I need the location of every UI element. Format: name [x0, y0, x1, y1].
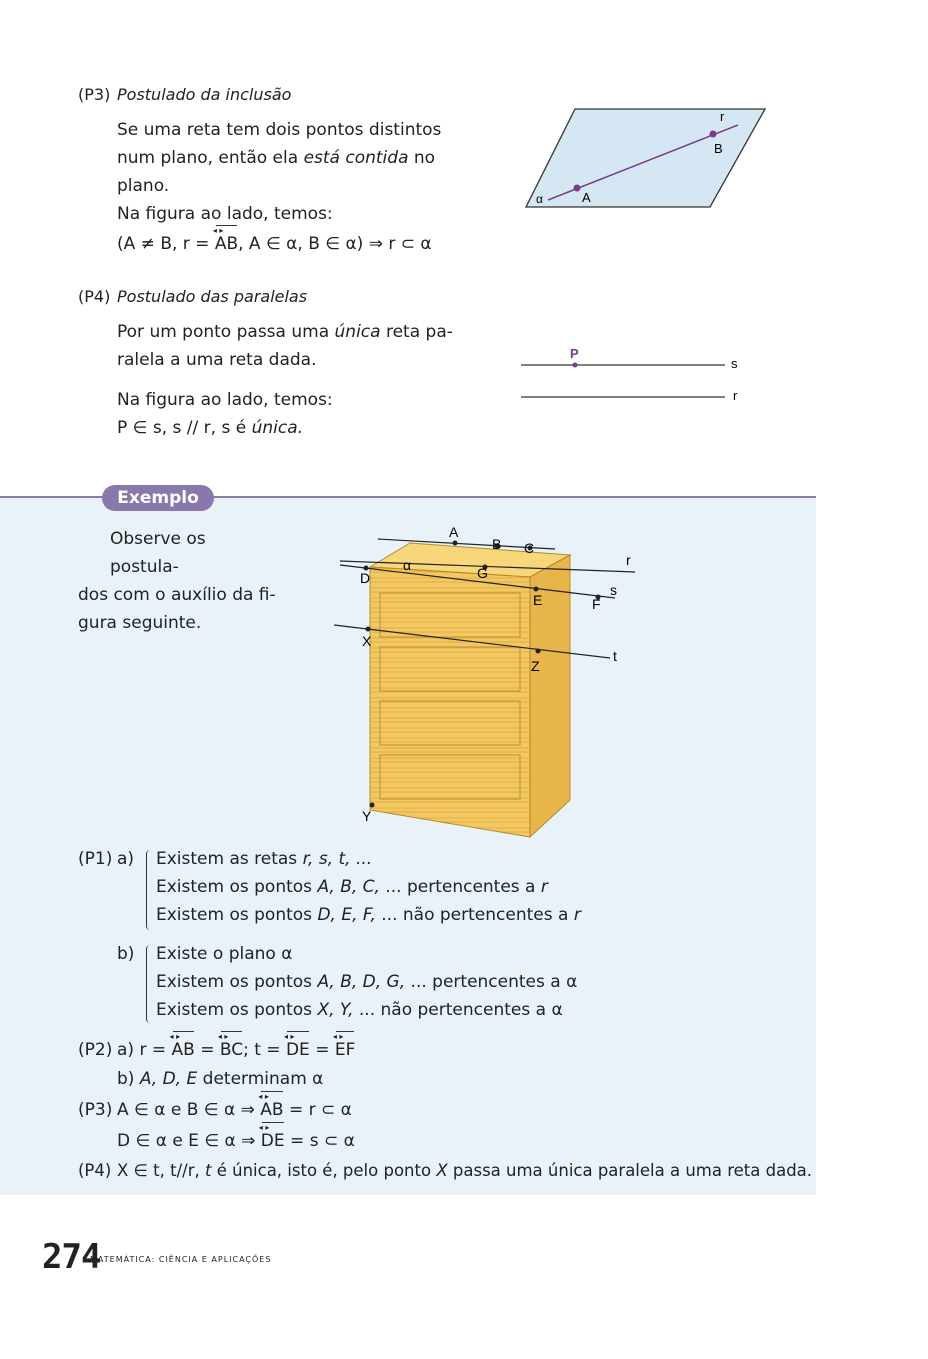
p1-b-label: b)	[117, 944, 135, 964]
fig-label-s: s	[610, 582, 617, 598]
point-p	[573, 363, 578, 368]
p4-label: (P4)	[78, 287, 111, 306]
plane-alpha	[526, 109, 765, 207]
p1-label: (P1)	[78, 849, 113, 869]
p3-line4: Na figura ao lado, temos:	[117, 204, 333, 224]
fig-point-y	[370, 803, 375, 808]
fig-label-d: D	[360, 570, 371, 586]
label-s: s	[731, 356, 738, 371]
fig-label-r: r	[626, 552, 631, 568]
fig-label-x: X	[362, 633, 372, 649]
p3-title: Postulado da inclusão	[117, 85, 292, 104]
intro-line2: dos com o auxílio da fi-	[78, 585, 276, 605]
label-r-parallel: r	[733, 388, 738, 403]
p4-line2: ralela a uma reta dada.	[117, 350, 317, 370]
p3-line2: num plano, então ela está contida no	[117, 148, 436, 168]
p1-a-list	[156, 845, 581, 929]
fig-point-a	[453, 541, 458, 546]
p2-label: (P2)	[78, 1040, 113, 1060]
cabinet-front	[370, 567, 530, 837]
p1-b-brace	[146, 945, 153, 1023]
p1-a-label: a)	[117, 849, 135, 869]
p1-b-list	[156, 940, 577, 1024]
fig-label-a: A	[449, 525, 459, 540]
page-number: 274	[42, 1237, 101, 1277]
p3-line1: Se uma reta tem dois pontos distintos	[117, 120, 442, 140]
p4ex-label: (P4)	[78, 1161, 112, 1180]
fig-label-g: G	[477, 565, 488, 581]
label-p: P	[570, 346, 579, 361]
p4-line3: Na figura ao lado, temos:	[117, 390, 333, 410]
p3-paragraph	[117, 116, 441, 258]
p2-a: a) r = AB ◂ ▸ = BC ◂ ▸; t = DE ◂ ▸ = EF ◂ ▸	[117, 1036, 355, 1064]
fig-label-y: Y	[362, 808, 372, 824]
p4-title: Postulado das paralelas	[117, 287, 308, 306]
p4-paragraph	[117, 318, 453, 442]
p1-a-item3: Existem os pontos D, E, F, ... não pertencentes a r	[156, 905, 581, 925]
p3-line3: plano.	[117, 176, 170, 196]
fig-label-f: F	[592, 596, 601, 612]
fig-label-b: B	[492, 536, 502, 552]
intro-line3: gura seguinte.	[78, 613, 202, 633]
point-a	[574, 185, 581, 192]
fig-label-c: C	[524, 540, 535, 556]
fig-label-e: E	[533, 592, 543, 608]
intro-line1: Observe os postula-	[110, 529, 206, 577]
p3ex-line1: A ∈ α e B ∈ α ⇒ AB ◂ ▸ = r ⊂ α	[117, 1096, 352, 1124]
p3ex-label: (P3)	[78, 1100, 113, 1120]
label-a: A	[582, 190, 591, 205]
p3ex-line2: D ∈ α e E ∈ α ⇒ DE ◂ ▸ = s ⊂ α	[117, 1127, 355, 1155]
fig-label-z: Z	[531, 658, 540, 674]
p4-line4: P ∈ s, s // r, s é única.	[117, 418, 304, 438]
parallels-figure	[515, 343, 745, 403]
example-badge: Exemplo	[102, 485, 214, 511]
book-title: MATEMÁTICA: CIÊNCIA E APLICAÇÕES	[90, 1255, 272, 1264]
p3-formula: (A ≠ B, r = AB ◂ ▸, A ∈ α, B ∈ α) ⇒ r ⊂ α	[117, 230, 441, 258]
p1-b-item2: Existem os pontos A, B, D, G, ... pertencentes a α	[156, 972, 578, 992]
p4ex-line: X ∈ t, t//r, t é única, isto é, pelo ponto X passa uma única paralela a uma reta dada.	[117, 1161, 813, 1180]
plane-line-figure	[520, 105, 770, 215]
cabinet-figure	[330, 525, 650, 845]
label-r: r	[720, 109, 725, 124]
label-alpha: α	[536, 192, 543, 206]
p1-a-brace	[146, 850, 153, 930]
p3-label: (P3)	[78, 85, 111, 104]
point-b	[710, 131, 717, 138]
p2-b: b) A, D, E determinam α	[117, 1069, 324, 1089]
p4-line1: Por um ponto passa uma única reta pa-	[117, 322, 453, 342]
fig-label-alpha: α	[403, 557, 412, 573]
fig-point-x	[366, 627, 371, 632]
fig-point-z	[536, 649, 541, 654]
p1-a-item1: Existem as retas r, s, t, ...	[156, 849, 373, 869]
fig-point-e	[534, 587, 539, 592]
p1-a-item2: Existem os pontos A, B, C, ... pertencentes a r	[156, 877, 548, 897]
example-intro	[78, 525, 276, 637]
p1-b-item3: Existem os pontos X, Y, ... não pertencentes a α	[156, 1000, 563, 1020]
p1-b-item1: Existe o plano α	[156, 944, 293, 964]
label-b: B	[714, 141, 723, 156]
fig-label-t: t	[613, 648, 617, 664]
